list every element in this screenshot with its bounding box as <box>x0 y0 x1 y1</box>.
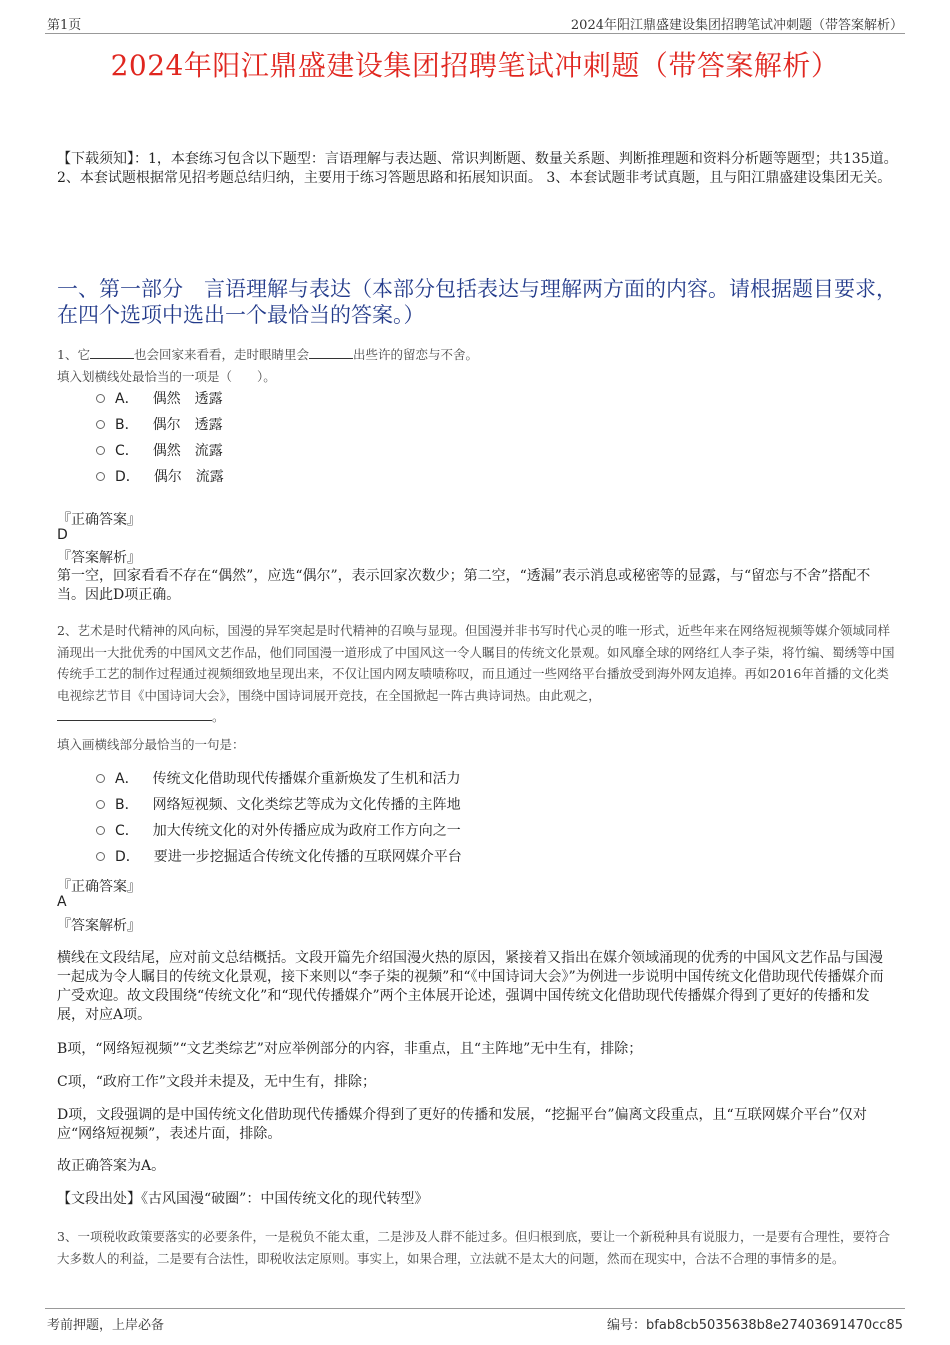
question-3-stem: 3、一项税收政策要落实的必要条件，一是税负不能太重，二是涉及人群不能过多。但归根到底，要让一个新税种具有说服力，一是要有合理性，要符合大多数人的利益，二是要有合法性，即税收法定原则。事实上，如果合理，立法就不是太大的问题，然而在现实中，合法不合理的事情多的是。 <box>57 1229 890 1266</box>
analysis-paragraph: C项，“政府工作”文段并未提及，无中生有，排除； <box>57 1074 377 1090</box>
option-b[interactable]: B． 网络短视频、文化类综艺等成为文化传播的主阵地 <box>96 791 462 817</box>
analysis-paragraph: B项，“网络短视频”“文艺类综艺”对应举例部分的内容，非重点，且“主阵地”无中生有，排除； <box>57 1041 643 1057</box>
analysis-heading: 『答案解析』 <box>57 918 141 934</box>
analysis-paragraph: D项，文段强调的是中国传统文化借助现代传播媒介得到了更好的传播和发展，“挖掘平台”偏离文段重点，且“互联网媒介平台”仅对应“网络短视频”，表述片面，排除。 <box>57 1107 867 1142</box>
document-title: 2024年阳江鼎盛建设集团招聘笔试冲刺题（带答案解析） <box>110 49 840 82</box>
running-header-title: 2024年阳江鼎盛建设集团招聘笔试冲刺题（带答案解析） <box>570 18 903 33</box>
option-c[interactable]: C． 偶然 流露 <box>96 437 224 463</box>
question-1-options <box>96 385 224 489</box>
question-1-prompt: 填入划横线处最恰当的一项是（ ）。 <box>57 369 276 384</box>
document-code: 编号：bfab8cb5035638b8e27403691470cc85 <box>607 1318 903 1333</box>
analysis-paragraph: 故正确答案为A。 <box>57 1158 166 1174</box>
radio-icon[interactable] <box>96 394 105 403</box>
radio-icon[interactable] <box>96 852 105 861</box>
question-2-prompt: 填入画横线部分最恰当的一句是： <box>57 737 245 752</box>
radio-icon[interactable] <box>96 826 105 835</box>
option-d[interactable]: D． 要进一步挖掘适合传统文化传播的互联网媒介平台 <box>96 843 462 869</box>
option-a[interactable]: A． 偶然 透露 <box>96 385 224 411</box>
correct-answer: D <box>57 527 68 543</box>
correct-answer: A <box>57 894 67 910</box>
radio-icon[interactable] <box>96 446 105 455</box>
option-d[interactable]: D． 偶尔 流露 <box>96 463 224 489</box>
radio-icon[interactable] <box>96 472 105 481</box>
radio-icon[interactable] <box>96 774 105 783</box>
source-citation: 【文段出处】《古风国漫“破圈”：中国传统文化的现代转型》 <box>57 1191 429 1207</box>
option-b[interactable]: B． 偶尔 透露 <box>96 411 224 437</box>
radio-icon[interactable] <box>96 800 105 809</box>
footer-slogan: 考前押题，上岸必备 <box>47 1318 165 1333</box>
footer-divider <box>45 1308 905 1309</box>
section-heading: 一、第一部分 言语理解与表达（本部分包括表达与理解两方面的内容。请根据题目要求，在四个选项中选出一个最恰当的答案。） <box>57 277 897 327</box>
radio-icon[interactable] <box>96 420 105 429</box>
question-2-options <box>96 765 462 869</box>
question-1-stem: 1、它 也会回家来看看，走时眼睛里会 出些许的留恋与不舍。 <box>57 347 478 362</box>
analysis-paragraph: 横线在文段结尾，应对前文总结概括。文段开篇先介绍国漫火热的原因，紧接着又指出在媒介领域涌现的优秀的中国风文艺作品与国漫一起成为令人瞩目的传统文化景观，接下来则以“李子柒的视频”和“《中国诗词大会》”为例进一步说明中国传统文化借助现代传播媒介而广受欢迎。故文段围绕“传统文化”和“现代传播媒介”两个主体展开论述，强调中国传统文化借助现代传播媒介得到了更好的传播和发展，对应A项。 <box>57 950 884 1023</box>
page-number: 第1页 <box>47 18 82 33</box>
header-divider <box>45 33 905 34</box>
answer-heading: 『正确答案』 <box>57 879 141 895</box>
option-c[interactable]: C． 加大传统文化的对外传播应成为政府工作方向之一 <box>96 817 462 843</box>
option-a[interactable]: A． 传统文化借助现代传播媒介重新焕发了生机和活力 <box>96 765 462 791</box>
analysis-heading: 『答案解析』 <box>57 550 141 566</box>
answer-heading: 『正确答案』 <box>57 512 141 528</box>
analysis-text: 第一空，回家看看不存在“偶然”，应选“偶尔”，表示回家次数少；第二空，“透漏”表示消息或秘密等的显露，与“留恋与不舍”搭配不当。因此D项正确。 <box>57 568 871 603</box>
question-2-stem: 2、艺术是时代精神的风向标，国漫的异军突起是时代精神的召唤与显现。但国漫并非书写时代心灵的唯一形式，近些年来在网络短视频等媒介领域同样涌现出一大批优秀的中国风文艺作品，他们同国漫一道形成了中国风这一令人瞩目的传统文化景观。如风靡全球的网络红人李子柒，将竹编、蜀绣等中国传统手工艺的制作过程通过视频细致地呈现出来，不仅让国内网友啧啧称叹，而且通过一些网络平台播放受到海外网友追捧。再如2016年首播的文化类电视综艺节目《中国诗词大会》，围绕中国诗词展开竞技，在全国掀起一阵古典诗词热。由此观之， 。 <box>57 623 895 724</box>
download-notice: 【下载须知】：1，本套练习包含以下题型：言语理解与表达题、常识判断题、数量关系题、判断推理题和资料分析题等题型；共135道。 2、本套试题根据常见招考题总结归纳，主要用于练习答题思路和拓展知识面。 3、本套试题非考试真题，且与阳江鼎盛建设集团无关。 <box>57 151 898 186</box>
